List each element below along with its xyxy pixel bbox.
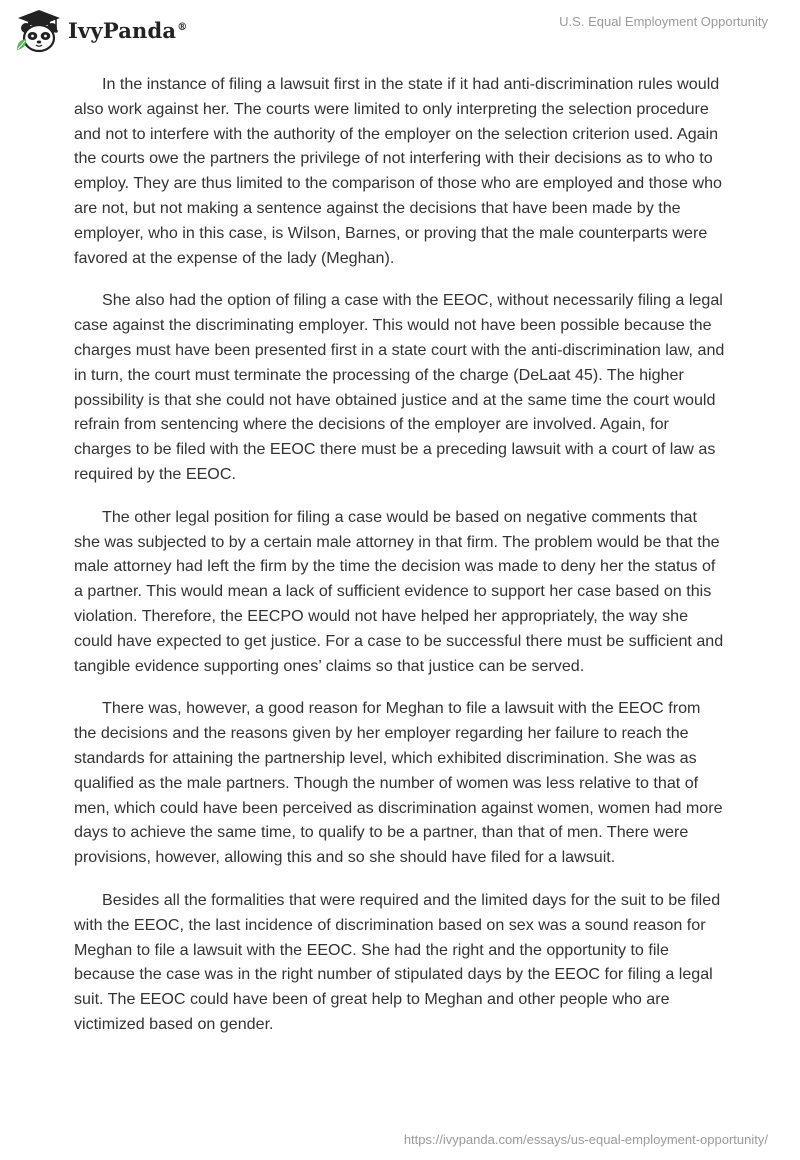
paragraph-1: In the instance of filing a lawsuit first in the state if it had anti-discrimination rules would also work against her. The courts were limited to only interpreting the selection procedure and not to interfere with the authority of the employer on the selection criterion used. Again the courts owe the partners the privilege of not interfering with their decisions as to who to employ. They are thus limited to the comparison of those who are employed and those who are not, but not making a sentence against the decisions that have been made by the employer, who in this case, is Wilson, Barnes, or proving that the male counterparts were favored at the expense of the lady (Meghan). (74, 75, 722, 267)
paragraph-3: The other legal position for filing a case would be based on negative comments that she was subjected to by a certain male attorney in that firm. The problem would be that the male attorney had left the firm by the time the decision was made to deny her the status of a partner. This would mean a lack of sufficient evidence to support her case based on this violation. Therefore, the EECPO would not have helped her appropriately, the way she could have expected to get justice. For a case to be successful there must be sufficient and tangible evidence supporting ones’ claims so that justice can be served. (74, 507, 724, 675)
essay-body (74, 72, 726, 1055)
ivypanda-logo[interactable] (14, 6, 187, 56)
document-title: U.S. Equal Employment Opportunity (559, 14, 768, 29)
source-url[interactable]: https://ivypanda.com/essays/us-equal-employment-opportunity/ (403, 1132, 768, 1147)
panda-graduate-icon (14, 6, 64, 56)
paragraph-4: There was, however, a good reason for Meghan to file a lawsuit with the EEOC from the decisions and the reasons given by her employer regarding her failure to reach the standards for attaining the partnership level, which exhibited discrimination. She was as qualified as the male partners. Though the number of women was less relative to that of men, which could have been perceived as discrimination against women, women had more days to achieve the same time, to qualify to be a partner, than that of men. There were provisions, however, allowing this and so she should have filed for a lawsuit. (74, 699, 723, 867)
paragraph-2: She also had the option of filing a case with the EEOC, without necessarily filing a legal case against the discriminating employer. This would not have been possible because the charges must have been presented first in a state court with the anti-discrimination law, and in turn, the court must terminate the processing of the charge (DeLaat 45). The higher possibility is that she could not have obtained justice and at the same time the court would refrain from sentencing where the decisions of the employer are involved. Again, for charges to be filed with the EEOC there must be a preceding lawsuit with a court of law as required by the EEOC. (74, 291, 725, 483)
brand-name: IvyPanda® (68, 17, 188, 43)
page-header (0, 0, 800, 60)
registered-mark: ® (177, 21, 188, 33)
paragraph-5: Besides all the formalities that were required and the limited days for the suit to be filed with the EEOC, the last incidence of discrimination based on sex was a sound reason for Meghan to file a lawsuit with the EEOC. She had the right and the opportunity to file because the case was in the right number of stipulated days by the EEOC for filing a legal suit. The EEOC could have been of great help to Meghan and other people who are victimized based on gender. (74, 890, 721, 1033)
